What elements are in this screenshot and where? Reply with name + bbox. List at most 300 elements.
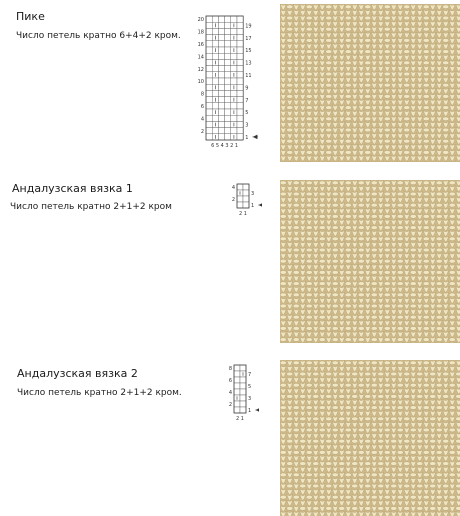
start-arrow-icon [252, 135, 258, 139]
purl-stitch [423, 293, 429, 297]
purl-stitch [287, 117, 293, 121]
chart-cell [206, 115, 212, 121]
purl-stitch [397, 214, 403, 218]
chart-cell [212, 78, 218, 84]
purl-stitch [280, 473, 286, 477]
chart-cell [212, 90, 218, 96]
purl-stitch [306, 406, 312, 410]
chart-cell [225, 16, 231, 22]
chart-cell [225, 115, 231, 121]
purl-stitch [365, 16, 371, 20]
chart-cell [240, 407, 246, 413]
purl-stitch [449, 361, 455, 365]
chart-cell [225, 59, 231, 65]
purl-stitch [358, 237, 364, 241]
purl-stitch [430, 484, 436, 488]
purl-stitch [443, 462, 449, 466]
purl-stitch [410, 237, 416, 241]
purl-stitch [384, 293, 390, 297]
purl-stitch [365, 150, 371, 154]
purl-stitch [280, 203, 286, 207]
chart-cell [206, 72, 212, 78]
chart-cell [206, 134, 212, 140]
purl-stitch [397, 495, 403, 499]
purl-stitch [345, 83, 351, 87]
purl-stitch [306, 38, 312, 42]
purl-stitch [449, 192, 455, 196]
chart-cell [212, 115, 218, 121]
chart-cell [218, 72, 224, 78]
purl-stitch [443, 94, 449, 98]
chart-cell [218, 134, 224, 140]
purl-stitch [358, 203, 364, 207]
purl-stitch [397, 315, 403, 319]
purl-stitch [280, 237, 286, 241]
chart-cell [225, 53, 231, 59]
purl-stitch [352, 372, 358, 376]
purl-stitch [319, 192, 325, 196]
purl-stitch [397, 270, 403, 274]
purl-stitch [306, 226, 312, 230]
purl-stitch [326, 372, 332, 376]
purl-stitch [384, 248, 390, 252]
purl-stitch [371, 338, 377, 342]
purl-stitch [319, 383, 325, 387]
purl-stitch [443, 128, 449, 132]
row-number: 8 [200, 91, 204, 98]
purl-stitch [358, 338, 364, 342]
purl-stitch [345, 270, 351, 274]
purl-stitch [371, 282, 377, 286]
chart-cell [234, 389, 240, 395]
purl-stitch [384, 428, 390, 432]
purl-stitch [287, 150, 293, 154]
purl-stitch [397, 226, 403, 230]
purl-stitch [436, 226, 442, 230]
row-number: 12 [197, 66, 204, 73]
purl-stitch [352, 462, 358, 466]
purl-stitch [293, 270, 299, 274]
purl-stitch [404, 439, 410, 443]
stitch-count-description: Число петель кратно 6+4+2 кром. [16, 31, 181, 41]
purl-stitch [371, 450, 377, 454]
purl-stitch [410, 203, 416, 207]
purl-stitch [423, 214, 429, 218]
purl-stitch [456, 462, 460, 466]
row-number: 7 [248, 372, 252, 378]
chart-cell [225, 47, 231, 53]
chart-cell [240, 383, 246, 389]
chart-cell [218, 16, 224, 22]
purl-stitch [443, 506, 449, 510]
chart-cell [212, 53, 218, 59]
purl-stitch [391, 506, 397, 510]
chart-cell [237, 97, 243, 103]
purl-stitch [365, 462, 371, 466]
purl-stitch [280, 361, 286, 365]
purl-stitch [345, 383, 351, 387]
purl-stitch [365, 417, 371, 421]
purl-stitch [404, 61, 410, 65]
purl-stitch [306, 270, 312, 274]
chart-cell [237, 103, 243, 109]
purl-stitch [300, 439, 306, 443]
purl-stitch [280, 326, 286, 330]
purl-stitch [300, 506, 306, 510]
purl-stitch [449, 181, 455, 185]
purl-stitch [293, 259, 299, 263]
purl-stitch [404, 417, 410, 421]
purl-stitch [436, 326, 442, 330]
chart-cell [218, 78, 224, 84]
purl-stitch [371, 495, 377, 499]
row-number: 18 [197, 29, 204, 36]
purl-stitch [371, 304, 377, 308]
purl-stitch [345, 117, 351, 121]
purl-stitch [423, 282, 429, 286]
purl-stitch [306, 315, 312, 319]
purl-stitch [365, 372, 371, 376]
purl-stitch [436, 495, 442, 499]
start-arrow-icon [258, 203, 262, 207]
row-number: 1 [248, 408, 252, 414]
purl-stitch [436, 361, 442, 365]
purl-stitch [397, 192, 403, 196]
purl-stitch [293, 282, 299, 286]
chart-cell [206, 16, 212, 22]
chart-cell [225, 41, 231, 47]
purl-stitch [410, 428, 416, 432]
purl-stitch [423, 106, 429, 110]
purl-stitch [371, 428, 377, 432]
purl-stitch [287, 5, 293, 9]
purl-stitch [358, 383, 364, 387]
purl-stitch [391, 372, 397, 376]
purl-stitch [430, 417, 436, 421]
purl-stitch [436, 181, 442, 185]
purl-stitch [313, 372, 319, 376]
purl-stitch [345, 473, 351, 477]
purl-stitch [319, 181, 325, 185]
purl-stitch [443, 106, 449, 110]
purl-stitch [423, 94, 429, 98]
purl-stitch [423, 248, 429, 252]
chart-cell [225, 84, 231, 90]
row-number: 20 [197, 17, 204, 24]
chart-cell [234, 401, 240, 407]
purl-stitch [371, 203, 377, 207]
purl-stitch [384, 150, 390, 154]
purl-stitch [293, 214, 299, 218]
purl-stitch [280, 192, 286, 196]
row-number: 10 [197, 79, 204, 86]
purl-stitch [293, 361, 299, 365]
chart-cell [237, 90, 243, 96]
purl-stitch [332, 495, 338, 499]
chart-cell [206, 53, 212, 59]
purl-stitch [306, 106, 312, 110]
purl-stitch [287, 27, 293, 31]
chart-cell [225, 134, 231, 140]
purl-stitch [410, 450, 416, 454]
purl-stitch [358, 282, 364, 286]
purl-stitch [378, 372, 384, 376]
purl-stitch [384, 139, 390, 143]
purl-stitch [397, 428, 403, 432]
chart-cell [237, 121, 243, 127]
row-number: 15 [245, 48, 252, 55]
purl-stitch [306, 428, 312, 432]
purl-stitch [371, 326, 377, 330]
purl-stitch [449, 428, 455, 432]
purl-stitch [345, 203, 351, 207]
chart-cell [243, 190, 249, 196]
purl-stitch [365, 61, 371, 65]
purl-stitch [313, 462, 319, 466]
chart-cell [212, 66, 218, 72]
purl-stitch [287, 417, 293, 421]
chart-cell [243, 184, 249, 190]
purl-stitch [384, 226, 390, 230]
purl-stitch [417, 372, 423, 376]
purl-stitch [371, 259, 377, 263]
purl-stitch [449, 270, 455, 274]
purl-stitch [410, 338, 416, 342]
purl-stitch [384, 106, 390, 110]
chart-cell [237, 109, 243, 115]
purl-stitch [293, 495, 299, 499]
purl-stitch [423, 450, 429, 454]
row-number: 16 [197, 42, 204, 48]
chart-cell [206, 121, 212, 127]
row-number: 1 [245, 135, 249, 141]
purl-stitch [352, 506, 358, 510]
purl-stitch [384, 83, 390, 87]
purl-stitch [371, 181, 377, 185]
purl-stitch [391, 394, 397, 398]
purl-stitch [332, 270, 338, 274]
purl-stitch [449, 214, 455, 218]
purl-stitch [358, 450, 364, 454]
purl-stitch [430, 462, 436, 466]
chart-cell [206, 59, 212, 65]
purl-stitch [436, 293, 442, 297]
section-andalusian-1 [0, 175, 460, 345]
purl-stitch [371, 383, 377, 387]
purl-stitch [339, 372, 345, 376]
row-number: 4 [231, 185, 235, 191]
row-number: 4 [200, 116, 204, 123]
purl-stitch [345, 237, 351, 241]
row-number: 19 [245, 23, 252, 30]
purl-stitch [287, 484, 293, 488]
purl-stitch [449, 259, 455, 263]
purl-stitch [404, 484, 410, 488]
purl-stitch [306, 450, 312, 454]
purl-stitch [339, 462, 345, 466]
purl-stitch [287, 50, 293, 54]
purl-stitch [345, 304, 351, 308]
chart-cell [218, 35, 224, 41]
chart-cell [237, 134, 243, 140]
chart-cell [225, 78, 231, 84]
purl-stitch [423, 473, 429, 477]
purl-stitch [410, 304, 416, 308]
purl-stitch [371, 406, 377, 410]
purl-stitch [280, 226, 286, 230]
purl-stitch [352, 484, 358, 488]
purl-stitch [404, 106, 410, 110]
chart-cell [237, 16, 243, 22]
purl-stitch [423, 50, 429, 54]
purl-stitch [358, 226, 364, 230]
purl-stitch [371, 248, 377, 252]
purl-stitch [404, 150, 410, 154]
purl-stitch [345, 450, 351, 454]
row-number: 4 [228, 390, 232, 396]
purl-stitch [410, 293, 416, 297]
purl-stitch [332, 192, 338, 196]
purl-stitch [397, 406, 403, 410]
purl-stitch [449, 315, 455, 319]
chart-cell [237, 184, 243, 190]
purl-stitch [300, 462, 306, 466]
purl-stitch [404, 394, 410, 398]
purl-stitch [287, 462, 293, 466]
chart-cell [231, 66, 237, 72]
chart-cell [237, 66, 243, 72]
purl-stitch [332, 428, 338, 432]
chart-cell [237, 78, 243, 84]
purl-stitch [371, 214, 377, 218]
purl-stitch [397, 450, 403, 454]
chart-cell [206, 90, 212, 96]
purl-stitch [280, 248, 286, 252]
section-pique [0, 0, 460, 170]
chart-cell [231, 128, 237, 134]
purl-stitch [371, 293, 377, 297]
purl-stitch [436, 203, 442, 207]
purl-stitch [306, 72, 312, 76]
purl-stitch [449, 450, 455, 454]
purl-stitch [332, 361, 338, 365]
purl-stitch [365, 38, 371, 42]
purl-stitch [449, 338, 455, 342]
purl-stitch [332, 315, 338, 319]
purl-stitch [410, 259, 416, 263]
purl-stitch [443, 372, 449, 376]
purl-stitch [326, 439, 332, 443]
purl-stitch [410, 282, 416, 286]
column-numbers: 6 5 4 3 2 1 [211, 143, 239, 149]
purl-stitch [410, 406, 416, 410]
purl-stitch [404, 139, 410, 143]
purl-stitch [384, 128, 390, 132]
purl-stitch [332, 450, 338, 454]
chart-cell [225, 28, 231, 34]
purl-stitch [410, 181, 416, 185]
purl-stitch [313, 394, 319, 398]
purl-stitch [306, 27, 312, 31]
knitted-sample-photo [280, 4, 460, 162]
purl-stitch [423, 5, 429, 9]
chart-cell [218, 97, 224, 103]
purl-stitch [365, 394, 371, 398]
purl-stitch [384, 94, 390, 98]
purl-stitch [417, 417, 423, 421]
purl-stitch [345, 226, 351, 230]
chart-cell [237, 59, 243, 65]
purl-stitch [384, 383, 390, 387]
purl-stitch [352, 439, 358, 443]
purl-stitch [306, 139, 312, 143]
purl-stitch [332, 282, 338, 286]
purl-stitch [397, 181, 403, 185]
purl-stitch [436, 315, 442, 319]
purl-stitch [358, 326, 364, 330]
purl-stitch [384, 282, 390, 286]
purl-stitch [449, 293, 455, 297]
chart-cell [234, 407, 240, 413]
chart-cell [237, 22, 243, 28]
chart-cell [218, 28, 224, 34]
purl-stitch [293, 383, 299, 387]
purl-stitch [449, 383, 455, 387]
purl-stitch [410, 214, 416, 218]
purl-stitch [345, 94, 351, 98]
purl-stitch [436, 214, 442, 218]
purl-stitch [391, 462, 397, 466]
purl-stitch [293, 428, 299, 432]
purl-stitch [319, 214, 325, 218]
purl-stitch [319, 237, 325, 241]
purl-stitch [365, 94, 371, 98]
purl-stitch [326, 117, 332, 121]
purl-stitch [358, 293, 364, 297]
purl-stitch [449, 495, 455, 499]
purl-stitch [456, 394, 460, 398]
purl-stitch [397, 293, 403, 297]
purl-stitch [345, 259, 351, 263]
purl-stitch [280, 450, 286, 454]
chart-cell [218, 115, 224, 121]
purl-stitch [345, 106, 351, 110]
chart-cell [218, 121, 224, 127]
purl-stitch [352, 417, 358, 421]
purl-stitch [384, 315, 390, 319]
purl-stitch [404, 128, 410, 132]
purl-stitch [423, 83, 429, 87]
row-number: 14 [197, 54, 204, 61]
purl-stitch [423, 226, 429, 230]
purl-stitch [423, 61, 429, 65]
purl-stitch [417, 484, 423, 488]
purl-stitch [430, 372, 436, 376]
chart-cell [243, 196, 249, 202]
purl-stitch [397, 361, 403, 365]
purl-stitch [423, 326, 429, 330]
purl-stitch [410, 315, 416, 319]
purl-stitch [436, 259, 442, 263]
chart-cell [237, 128, 243, 134]
purl-stitch [287, 16, 293, 20]
purl-stitch [449, 226, 455, 230]
purl-stitch [293, 203, 299, 207]
purl-stitch [345, 38, 351, 42]
purl-stitch [358, 192, 364, 196]
purl-stitch [319, 248, 325, 252]
purl-stitch [326, 83, 332, 87]
